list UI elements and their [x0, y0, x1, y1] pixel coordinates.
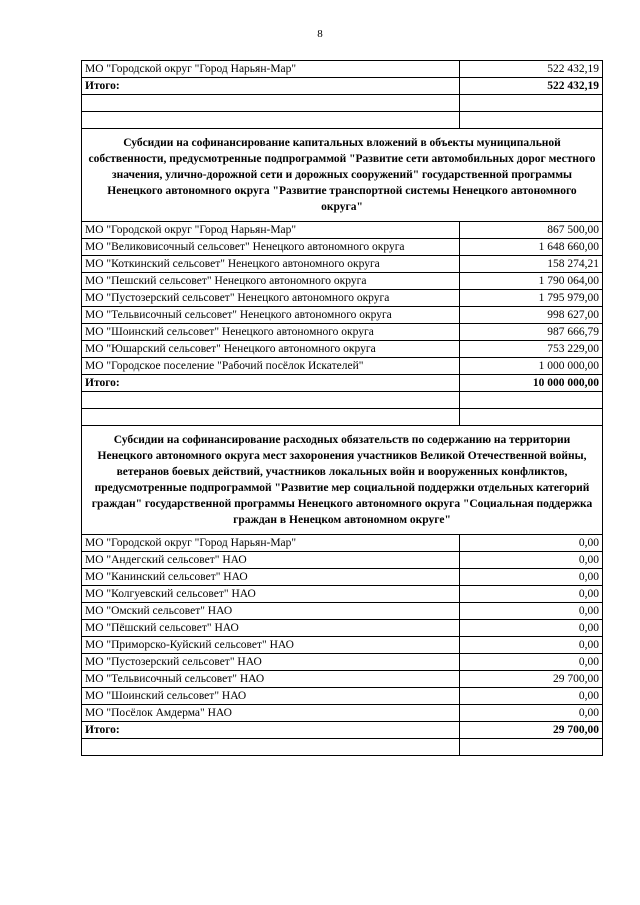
table-row	[82, 654, 603, 671]
section-heading: Субсидии на софинансирование расходных обязательств по содержанию на территории Ненецкого автономного округа мест захоронения участников Великой Отечественной войны, ветеранов боевых действий, участников локальных войн и вооруженных конфликтов, предусмотренные подпрограммой "Развитие мер социальной поддержки отдельных категорий граждан" государственной программы Ненецкого автономного округа "Социальная поддержка граждан в Ненецком автономном округе"	[82, 426, 603, 535]
table-row	[82, 535, 603, 552]
table-row-label: МО "Андегский сельсовет" НАО	[82, 552, 460, 569]
table-row	[82, 290, 603, 307]
table-row-label: МО "Колгуевский сельсовет" НАО	[82, 586, 460, 603]
table-row	[82, 341, 603, 358]
subsidy-table-body	[82, 61, 603, 756]
total-row-value: 10 000 000,00	[460, 375, 603, 392]
table-row-value: 0,00	[460, 620, 603, 637]
spacer-cell	[460, 112, 603, 129]
table-row-value: 867 500,00	[460, 222, 603, 239]
table-row-value: 29 700,00	[460, 671, 603, 688]
table-row-value: 0,00	[460, 654, 603, 671]
table-row	[82, 324, 603, 341]
table-row-value: 1 000 000,00	[460, 358, 603, 375]
table-row-label: МО "Великовисочный сельсовет" Ненецкого автономного округа	[82, 239, 460, 256]
spacer-cell	[82, 112, 460, 129]
table-row-value: 0,00	[460, 637, 603, 654]
table-row-label: МО "Городское поселение "Рабочий посёлок Искателей"	[82, 358, 460, 375]
table-row-label: МО "Приморско-Куйский сельсовет" НАО	[82, 637, 460, 654]
table-row	[82, 688, 603, 705]
total-row-label: Итого:	[82, 78, 460, 95]
spacer-cell	[460, 739, 603, 756]
table-row-value: 0,00	[460, 586, 603, 603]
table-row-label: МО "Канинский сельсовет" НАО	[82, 569, 460, 586]
spacer-cell	[82, 409, 460, 426]
table-row-label: МО "Омский сельсовет" НАО	[82, 603, 460, 620]
table-row	[82, 705, 603, 722]
table-row	[82, 273, 603, 290]
table-row	[82, 222, 603, 239]
table-row-value: 0,00	[460, 552, 603, 569]
table-row	[82, 637, 603, 654]
spacer-cell	[460, 392, 603, 409]
table-row-value: 998 627,00	[460, 307, 603, 324]
table-row	[82, 671, 603, 688]
total-row-label: Итого:	[82, 375, 460, 392]
total-row-label: Итого:	[82, 722, 460, 739]
table-row-label: МО "Тельвисочный сельсовет" Ненецкого автономного округа	[82, 307, 460, 324]
total-row	[82, 78, 603, 95]
table-row-label: МО "Коткинский сельсовет" Ненецкого автономного округа	[82, 256, 460, 273]
table-row-label: МО "Пустозерский сельсовет" Ненецкого автономного округа	[82, 290, 460, 307]
table-row-value: 0,00	[460, 705, 603, 722]
page-number: 8	[317, 28, 323, 40]
table-row-label: МО "Юшарский сельсовет" Ненецкого автономного округа	[82, 341, 460, 358]
table-row-value: 1 648 660,00	[460, 239, 603, 256]
total-row-value: 522 432,19	[460, 78, 603, 95]
section-heading-row	[82, 426, 603, 535]
table-row	[82, 358, 603, 375]
spacer-row	[82, 112, 603, 129]
total-row	[82, 722, 603, 739]
table-row-value: 0,00	[460, 603, 603, 620]
spacer-cell	[82, 95, 460, 112]
table-row-label: МО "Городской округ "Город Нарьян-Мар"	[82, 222, 460, 239]
table-row-value: 1 795 979,00	[460, 290, 603, 307]
table-row-value: 0,00	[460, 535, 603, 552]
table-row	[82, 61, 603, 78]
total-row	[82, 375, 603, 392]
section-heading-row	[82, 129, 603, 222]
table-row	[82, 552, 603, 569]
subsidy-table	[81, 60, 603, 756]
spacer-cell	[460, 95, 603, 112]
table-row	[82, 586, 603, 603]
table-row	[82, 603, 603, 620]
spacer-row	[82, 409, 603, 426]
table-row-value: 1 790 064,00	[460, 273, 603, 290]
spacer-row	[82, 739, 603, 756]
table-row-label: МО "Городской округ "Город Нарьян-Мар"	[82, 61, 460, 78]
spacer-row	[82, 392, 603, 409]
table-row	[82, 256, 603, 273]
table-row-value: 158 274,21	[460, 256, 603, 273]
table-row	[82, 569, 603, 586]
table-row-label: МО "Шоинский сельсовет" Ненецкого автономного округа	[82, 324, 460, 341]
table-row-label: МО "Посёлок Амдерма" НАО	[82, 705, 460, 722]
table-row	[82, 620, 603, 637]
spacer-cell	[82, 392, 460, 409]
table-row-value: 522 432,19	[460, 61, 603, 78]
table-row-value: 0,00	[460, 688, 603, 705]
table-row	[82, 239, 603, 256]
table-row-label: МО "Городской округ "Город Нарьян-Мар"	[82, 535, 460, 552]
spacer-cell	[82, 739, 460, 756]
table-row-label: МО "Шоинский сельсовет" НАО	[82, 688, 460, 705]
table-row-label: МО "Пешский сельсовет" Ненецкого автономного округа	[82, 273, 460, 290]
table-row	[82, 307, 603, 324]
spacer-cell	[460, 409, 603, 426]
table-row-value: 0,00	[460, 569, 603, 586]
table-row-label: МО "Пёшский сельсовет" НАО	[82, 620, 460, 637]
table-row-label: МО "Тельвисочный сельсовет" НАО	[82, 671, 460, 688]
table-row-value: 987 666,79	[460, 324, 603, 341]
total-row-value: 29 700,00	[460, 722, 603, 739]
spacer-row	[82, 95, 603, 112]
table-row-value: 753 229,00	[460, 341, 603, 358]
section-heading: Субсидии на софинансирование капитальных вложений в объекты муниципальной собственности, предусмотренные подпрограммой "Развитие сети автомобильных дорог местного значения, улично-дорожной сети и дорожных сооружений" государственной программы Ненецкого автономного округа "Развитие транспортной системы Ненецкого автономного округа"	[82, 129, 603, 222]
table-row-label: МО "Пустозерский сельсовет" НАО	[82, 654, 460, 671]
